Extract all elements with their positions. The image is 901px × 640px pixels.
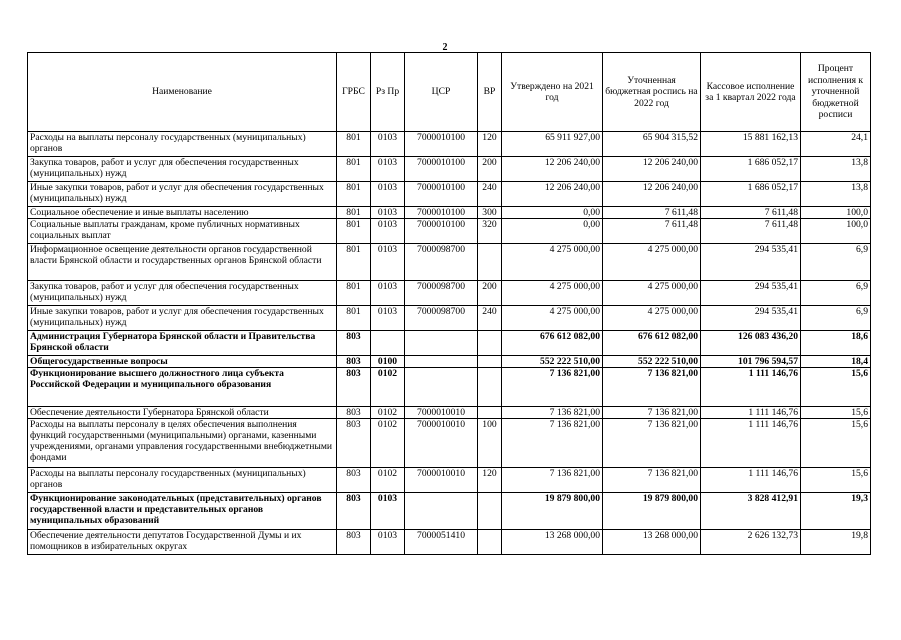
cell-vr <box>478 493 502 530</box>
cell-grbs: 803 <box>337 407 371 419</box>
cell-percent: 13,8 <box>801 182 871 207</box>
table-row <box>28 331 871 356</box>
cell-csr: 7000010100 <box>405 132 478 157</box>
cell-name: Обеспечение деятельности депутатов Государственной Думы и их помощников в избирательных округах <box>28 530 337 555</box>
cell-name: Закупка товаров, работ и услуг для обеспечения государственных (муниципальных) нужд <box>28 281 337 306</box>
cell-approved: 4 275 000,00 <box>502 244 603 281</box>
cell-csr <box>405 493 478 530</box>
cell-csr: 7000010010 <box>405 407 478 419</box>
cell-cash: 294 535,41 <box>701 306 801 331</box>
cell-percent: 100,0 <box>801 207 871 219</box>
cell-percent: 19,3 <box>801 493 871 530</box>
cell-rzpr: 0100 <box>371 356 405 368</box>
cell-approved: 0,00 <box>502 207 603 219</box>
cell-percent: 13,8 <box>801 157 871 182</box>
header-name: Наименование <box>28 53 337 132</box>
cell-grbs: 801 <box>337 306 371 331</box>
cell-grbs: 801 <box>337 157 371 182</box>
cell-percent: 24,1 <box>801 132 871 157</box>
table-row <box>28 368 871 407</box>
cell-cash: 294 535,41 <box>701 281 801 306</box>
cell-vr: 240 <box>478 306 502 331</box>
cell-rzpr: 0103 <box>371 157 405 182</box>
cell-vr: 240 <box>478 182 502 207</box>
cell-rzpr <box>371 331 405 356</box>
cell-grbs: 801 <box>337 132 371 157</box>
cell-approved: 65 911 927,00 <box>502 132 603 157</box>
cell-percent: 19,8 <box>801 530 871 555</box>
cell-vr: 120 <box>478 132 502 157</box>
cell-refined: 7 136 821,00 <box>603 407 701 419</box>
cell-vr: 120 <box>478 468 502 493</box>
cell-approved: 7 136 821,00 <box>502 468 603 493</box>
table-row <box>28 356 871 368</box>
header-vr: ВР <box>478 53 502 132</box>
cell-csr: 7000098700 <box>405 281 478 306</box>
cell-rzpr: 0103 <box>371 219 405 244</box>
cell-approved: 676 612 082,00 <box>502 331 603 356</box>
budget-execution-table <box>27 52 871 555</box>
cell-cash: 1 111 146,76 <box>701 407 801 419</box>
cell-name: Обеспечение деятельности Губернатора Брянской области <box>28 407 337 419</box>
page-number: 2 <box>442 42 448 53</box>
cell-grbs: 803 <box>337 368 371 407</box>
header-csr: ЦСР <box>405 53 478 132</box>
cell-refined: 7 611,48 <box>603 207 701 219</box>
table-row <box>28 468 871 493</box>
table-row <box>28 244 871 281</box>
header-percent: Процент исполнения к уточненной бюджетной росписи <box>801 53 871 132</box>
cell-vr <box>478 331 502 356</box>
cell-cash: 126 083 436,20 <box>701 331 801 356</box>
cell-grbs: 801 <box>337 219 371 244</box>
cell-percent: 6,9 <box>801 244 871 281</box>
cell-rzpr: 0103 <box>371 493 405 530</box>
cell-percent: 18,4 <box>801 356 871 368</box>
cell-refined: 4 275 000,00 <box>603 244 701 281</box>
cell-name: Расходы на выплаты персоналу государственных (муниципальных) органов <box>28 468 337 493</box>
cell-name: Функционирование высшего должностного лица субъекта Российской Федерации и муниципального образования <box>28 368 337 407</box>
table-header-row <box>28 53 871 132</box>
cell-rzpr: 0102 <box>371 368 405 407</box>
cell-rzpr: 0103 <box>371 132 405 157</box>
cell-approved: 13 268 000,00 <box>502 530 603 555</box>
cell-rzpr: 0103 <box>371 244 405 281</box>
cell-grbs: 801 <box>337 281 371 306</box>
cell-approved: 19 879 800,00 <box>502 493 603 530</box>
table-row <box>28 281 871 306</box>
cell-percent: 15,6 <box>801 468 871 493</box>
cell-grbs: 801 <box>337 182 371 207</box>
cell-percent: 6,9 <box>801 306 871 331</box>
cell-rzpr: 0102 <box>371 468 405 493</box>
table-row <box>28 419 871 468</box>
cell-grbs: 801 <box>337 244 371 281</box>
cell-grbs: 803 <box>337 530 371 555</box>
cell-csr: 7000010010 <box>405 419 478 468</box>
cell-vr: 320 <box>478 219 502 244</box>
cell-percent: 6,9 <box>801 281 871 306</box>
cell-name: Расходы на выплаты персоналу государственных (муниципальных) органов <box>28 132 337 157</box>
cell-cash: 294 535,41 <box>701 244 801 281</box>
cell-vr <box>478 407 502 419</box>
cell-percent: 15,6 <box>801 368 871 407</box>
cell-cash: 101 796 594,57 <box>701 356 801 368</box>
cell-cash: 15 881 162,13 <box>701 132 801 157</box>
cell-approved: 7 136 821,00 <box>502 419 603 468</box>
table-row <box>28 182 871 207</box>
cell-name: Общегосударственные вопросы <box>28 356 337 368</box>
cell-csr: 7000098700 <box>405 306 478 331</box>
cell-cash: 1 111 146,76 <box>701 368 801 407</box>
cell-refined: 4 275 000,00 <box>603 281 701 306</box>
cell-vr: 300 <box>478 207 502 219</box>
cell-cash: 7 611,48 <box>701 207 801 219</box>
cell-approved: 7 136 821,00 <box>502 368 603 407</box>
cell-vr <box>478 244 502 281</box>
cell-cash: 7 611,48 <box>701 219 801 244</box>
cell-approved: 12 206 240,00 <box>502 157 603 182</box>
cell-csr: 7000010100 <box>405 219 478 244</box>
cell-grbs: 803 <box>337 356 371 368</box>
table-row <box>28 219 871 244</box>
cell-approved: 0,00 <box>502 219 603 244</box>
cell-cash: 1 686 052,17 <box>701 157 801 182</box>
cell-grbs: 803 <box>337 419 371 468</box>
cell-grbs: 803 <box>337 468 371 493</box>
cell-vr: 200 <box>478 281 502 306</box>
cell-rzpr: 0103 <box>371 306 405 331</box>
cell-vr <box>478 368 502 407</box>
table-row <box>28 493 871 530</box>
cell-rzpr: 0103 <box>371 182 405 207</box>
cell-cash: 3 828 412,91 <box>701 493 801 530</box>
cell-cash: 1 686 052,17 <box>701 182 801 207</box>
cell-approved: 7 136 821,00 <box>502 407 603 419</box>
cell-csr <box>405 356 478 368</box>
header-cash: Кассовое исполнение за 1 квартал 2022 года <box>701 53 801 132</box>
cell-name: Иные закупки товаров, работ и услуг для обеспечения государственных (муниципальных) нужд <box>28 306 337 331</box>
cell-refined: 13 268 000,00 <box>603 530 701 555</box>
cell-refined: 19 879 800,00 <box>603 493 701 530</box>
header-rzpr: Рз Пр <box>371 53 405 132</box>
cell-name: Иные закупки товаров, работ и услуг для обеспечения государственных (муниципальных) нужд <box>28 182 337 207</box>
cell-cash: 1 111 146,76 <box>701 468 801 493</box>
cell-name: Администрация Губернатора Брянской области и Правительства Брянской области <box>28 331 337 356</box>
cell-vr <box>478 356 502 368</box>
cell-name: Функционирование законодательных (представительных) органов государственной власти и представительных органов муниципальных образований <box>28 493 337 530</box>
table-row <box>28 157 871 182</box>
table-row <box>28 530 871 555</box>
cell-refined: 7 611,48 <box>603 219 701 244</box>
cell-rzpr: 0102 <box>371 407 405 419</box>
cell-refined: 12 206 240,00 <box>603 182 701 207</box>
cell-percent: 15,6 <box>801 407 871 419</box>
cell-grbs: 801 <box>337 207 371 219</box>
cell-approved: 12 206 240,00 <box>502 182 603 207</box>
cell-name: Социальное обеспечение и иные выплаты населению <box>28 207 337 219</box>
cell-percent: 100,0 <box>801 219 871 244</box>
cell-rzpr: 0103 <box>371 281 405 306</box>
cell-csr <box>405 331 478 356</box>
cell-rzpr: 0103 <box>371 207 405 219</box>
cell-name: Информационное освещение деятельности органов государственной власти Брянской области и государственных органов Брянской области <box>28 244 337 281</box>
cell-percent: 18,6 <box>801 331 871 356</box>
cell-csr: 7000010100 <box>405 182 478 207</box>
cell-rzpr: 0102 <box>371 419 405 468</box>
table-row <box>28 132 871 157</box>
cell-refined: 676 612 082,00 <box>603 331 701 356</box>
cell-cash: 2 626 132,73 <box>701 530 801 555</box>
cell-refined: 4 275 000,00 <box>603 306 701 331</box>
header-grbs: ГРБС <box>337 53 371 132</box>
cell-name: Социальные выплаты гражданам, кроме публичных нормативных социальных выплат <box>28 219 337 244</box>
cell-approved: 4 275 000,00 <box>502 306 603 331</box>
header-approved: Утверждено на 2021 год <box>502 53 603 132</box>
cell-refined: 552 222 510,00 <box>603 356 701 368</box>
cell-refined: 12 206 240,00 <box>603 157 701 182</box>
cell-csr: 7000010100 <box>405 157 478 182</box>
cell-refined: 65 904 315,52 <box>603 132 701 157</box>
cell-csr: 7000098700 <box>405 244 478 281</box>
cell-vr: 200 <box>478 157 502 182</box>
cell-rzpr: 0103 <box>371 530 405 555</box>
cell-grbs: 803 <box>337 493 371 530</box>
table-row <box>28 306 871 331</box>
cell-approved: 4 275 000,00 <box>502 281 603 306</box>
cell-csr: 7000051410 <box>405 530 478 555</box>
cell-refined: 7 136 821,00 <box>603 468 701 493</box>
cell-approved: 552 222 510,00 <box>502 356 603 368</box>
cell-vr: 100 <box>478 419 502 468</box>
table-row <box>28 407 871 419</box>
cell-cash: 1 111 146,76 <box>701 419 801 468</box>
cell-grbs: 803 <box>337 331 371 356</box>
cell-csr: 7000010100 <box>405 207 478 219</box>
header-refined: Уточненная бюджетная роспись на 2022 год <box>603 53 701 132</box>
cell-csr: 7000010010 <box>405 468 478 493</box>
cell-name: Расходы на выплаты персоналу в целях обеспечения выполнения функций государственными (муниципальными) органами, казенными учреждениями, органами управления государственными внебюджетными фондами <box>28 419 337 468</box>
cell-csr <box>405 368 478 407</box>
cell-refined: 7 136 821,00 <box>603 368 701 407</box>
cell-refined: 7 136 821,00 <box>603 419 701 468</box>
cell-name: Закупка товаров, работ и услуг для обеспечения государственных (муниципальных) нужд <box>28 157 337 182</box>
table-row <box>28 207 871 219</box>
cell-vr <box>478 530 502 555</box>
cell-percent: 15,6 <box>801 419 871 468</box>
